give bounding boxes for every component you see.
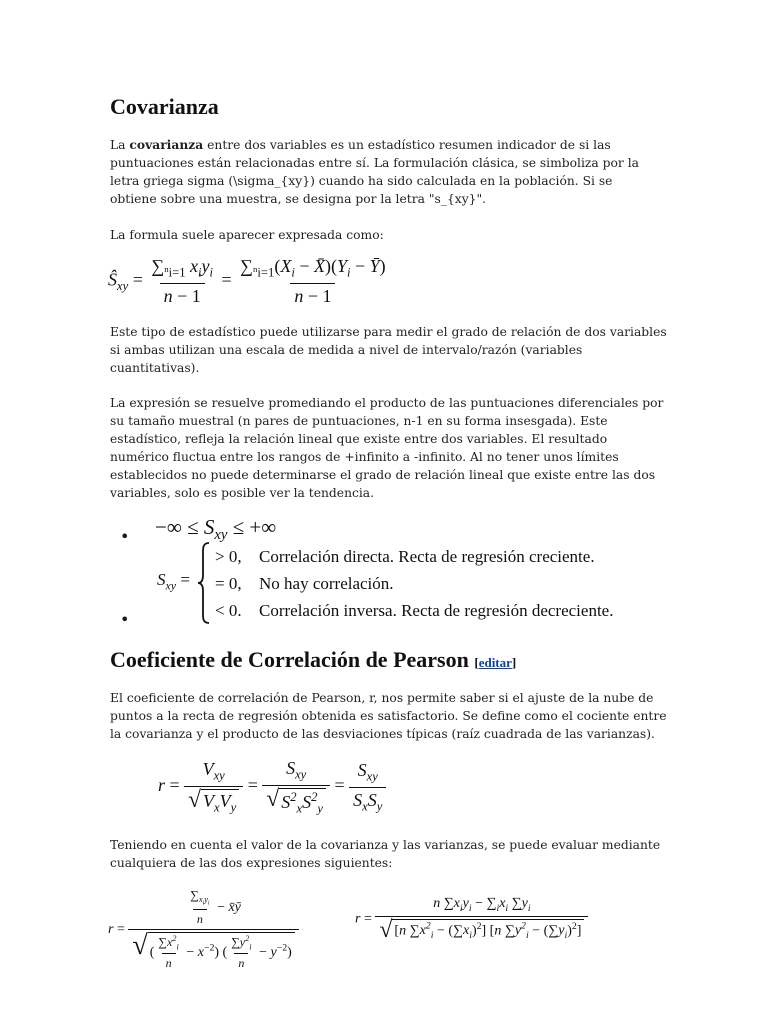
left-brace-icon [196, 541, 212, 625]
range-formula: −∞ ≤ $S_{xy}$ ≤ +∞ [155, 515, 277, 544]
paragraph-line: variables, solo es posible ver la tendencia. [110, 486, 375, 500]
edit-section-link[interactable]: editar [478, 655, 512, 670]
paragraph-line: El coeficiente de correlación de Pearson, r, nos permite saber si el ajuste de la nube de [110, 691, 654, 705]
paragraph-line: numérico fluctua entre los rangos de +infinito a -infinito. Al no tener unos límites [110, 450, 619, 464]
intro-bold-term: covarianza [129, 137, 204, 152]
paragraph-line: si ambas utilizan una escala de medida a nivel de intervalo/razón (variables [110, 343, 583, 357]
case-negative: < 0. Correlación inversa. Recta de regresión decreciente. [215, 601, 614, 620]
paragraph-line: la covarianza y el producto de las desviaciones típicas (raíz cuadrada de las varianzas). [110, 727, 655, 741]
covariance-formula: $Ŝ_{xy}$ = $\frac{\sum_{^ni=1} x_iy_i}{n - 1}$ = $\frac{\sum_{^ni=1}(X_i - X̄)(Y_i - Ȳ)}{n - 1}$ [108, 256, 386, 306]
paragraph-line: La expresión se resuelve promediando el producto de las puntuaciones diferenciales por [110, 396, 664, 410]
intro-text: puntuaciones están relacionadas entre sí. La formulación clásica, se simboliza por la [110, 156, 639, 170]
section-title-pearson [110, 647, 516, 673]
bullet-marker: • [120, 527, 130, 546]
intro-text: La [110, 138, 130, 152]
intro-paragraph [110, 136, 639, 208]
paragraph-expression [110, 394, 663, 502]
pearson-formula-alt2: r = n $\sum x_iy_i - \sum_ix_i$ $\sum y_i$ √ [n $\sum x^2_i - (\sum x_i)^2$] [n $\sum y^2_i - (\sum y_i)^2$] [355, 896, 588, 943]
intro-text: obtiene sobre una muestra, se designa por la letra "s_{xy}". [110, 192, 487, 206]
intro-text: letra griega sigma (\sigma_{xy}) cuando ha sido calculada en la población. Si se [110, 174, 613, 188]
paragraph-line: Teniendo en cuenta el valor de la covarianza y las varianzas, se puede evaluar mediante [110, 838, 661, 852]
case-zero: = 0, No hay correlación. [215, 574, 394, 593]
cases-lhs: $S_{xy}$ = [157, 570, 190, 593]
paragraph-line: establecidos no puede determinarse el grado de relación lineal que existe entre las dos [110, 468, 656, 482]
formula-intro: La formula suele aparecer expresada como: [110, 228, 384, 242]
paragraph-two-expressions [110, 836, 660, 872]
edit-section-link-wrapper: [editar] [474, 655, 517, 670]
paragraph-line: cuantitativas). [110, 361, 200, 375]
section-title-covarianza: Covarianza [110, 94, 219, 119]
cases-list [215, 543, 613, 624]
bullet-marker: • [120, 610, 130, 629]
paragraph-statistic-use [110, 323, 667, 377]
paragraph-line: Este tipo de estadístico puede utilizarse para medir el grado de relación de dos variables [110, 325, 667, 339]
section-title-text: Coeficiente de Correlación de Pearson [110, 647, 469, 672]
intro-text: entre dos variables es un estadístico resumen indicador de si las [203, 138, 611, 152]
paragraph-line: su tamaño muestral (n pares de puntuaciones, n-1 en su forma insesgada). Este [110, 414, 608, 428]
paragraph-line: cualquiera de las dos expresiones siguientes: [110, 856, 393, 870]
paragraph-pearson-definition [110, 689, 667, 743]
case-positive: > 0, Correlación directa. Recta de regresión creciente. [215, 547, 595, 566]
pearson-formula: r = $V_{xy}$ √ $V_xV_y$ = $S_{xy}$ √ $S^2_xS^2_y$ = $\frac{S_{xy}}{S_xS_y}$ [158, 758, 386, 816]
paragraph-line: puntos a la recta de regresión obtenida es satisfactorio. Se define como el cociente entre [110, 709, 667, 723]
pearson-formula-alt1: r = $\frac{\sum_{x_iy_i}}{n}$ − x̄ȳ √ ( $\frac{\sum x^2_i}{n}$ − $x^{-2}$) ( $\frac{\sum y^2_i}{n}$ − $y^{-2}$) [108, 888, 299, 971]
paragraph-line: estadístico, refleja la relación lineal que existe entre dos variables. El resultado [110, 432, 608, 446]
